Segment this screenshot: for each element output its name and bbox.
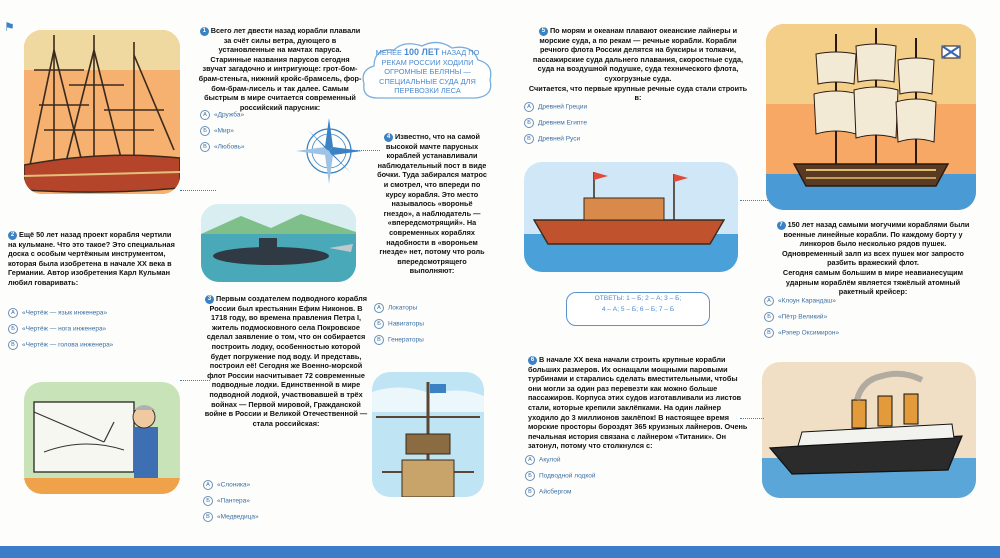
question-5-text: По морям и океанам плавают океанские лайнеры и морские суда, а по рекам — речные корабли. Корабли речного флота России делятся на буксиры и толкачи, пассажирские суда дальнего плавания, скоростные суда, суда на воздушной подушке, суда технического флота, сухогрузные суда. xyxy=(532,26,744,83)
question-4-text: Известно, что на самой высокой мачте парусных кораблей устанавливали наблюдательный пост в виде бочки. Туда забирался матрос и смотрел, что впереди по курсу корабля. Это место называлось «вороньё гнездо», а наблюдатель — «впередсмотрящий». На современных кораблях надобности в «вороньем гнезде» нет, потому что роль впередсмотрящего выполняют: xyxy=(377,132,487,276)
dotted-connector xyxy=(740,200,770,201)
belyana-riverboat-illustration xyxy=(524,162,738,272)
ship-of-the-line-illustration xyxy=(766,24,976,210)
question-2-text: Ещё 50 лет назад проект корабля чертили на кульмане. Что это такое? Это специальная доска с особым чертёжным инструментом, которая была изобретена в начале XX века в Германии. Автор изобретения Карл Кульман любил говаривать: xyxy=(8,230,175,287)
question-7-text: 150 лет назад самыми могучими кораблями были военные линейные корабли. По каждому борту у линкоров было несколько рядов пушек. Одновременный залп из всех пушек мог запросто разбить вражеский флот. xyxy=(781,220,970,268)
question-2-number: 2 xyxy=(8,231,17,240)
page-flag-icon: ⚑ xyxy=(4,20,15,34)
q6-option-c[interactable]: В Айсбергом xyxy=(525,487,571,498)
question-6-text: В начале XX века начали строить крупные корабли больших размеров. Их оснащали мощными паровыми турбинами и старались сделать вместительными, чтобы они могли за один раз перевезти как можно больше пассажиров. Корпуса этих судов изготавливали из листов стали, которые крепили заклёпками. На один лайнер уходило до 3 миллионов заклёпок! В настоящее время морские просторы бороздят 365 круизных лайнеров. Очень печальная история связана с лайнером «Титаник». Он затонул, потому что столкнулся с: xyxy=(528,355,748,451)
q3-option-a[interactable]: А «Слоника» xyxy=(203,480,250,491)
note-text: МЕНЕЕ 100 ЛЕТ НАЗАД ПО РЕКАМ РОССИИ ХОДИЛИ ОГРОМНЫЕ БЕЛЯНЫ — СПЕЦИАЛЬНЫЕ СУДА ДЛЯ ПЕРЕВОЗКИ ЛЕСА xyxy=(375,47,480,95)
q6-option-b[interactable]: Б Подводной лодкой xyxy=(525,471,596,482)
question-5 xyxy=(525,26,751,103)
q5-option-a[interactable]: А Древней Греции xyxy=(524,102,587,113)
question-7 xyxy=(770,220,976,297)
q5-option-b[interactable]: Б Древнем Египте xyxy=(524,118,587,129)
dotted-connector xyxy=(740,418,764,419)
question-7-text2: Сегодня самым большим в мире неавианесущим ударным кораблём является тяжёлый атомный ракетный крейсер: xyxy=(782,267,964,297)
q2-option-c[interactable]: В «Чертёж — голова инженера» xyxy=(8,340,113,351)
answers-box xyxy=(566,292,710,326)
q3-option-c[interactable]: В «Медведица» xyxy=(203,512,259,523)
question-2 xyxy=(8,230,180,288)
question-5-number: 5 xyxy=(539,27,548,36)
compass-rose-icon xyxy=(294,116,364,186)
q1-option-c[interactable]: В «Любовь» xyxy=(200,142,245,153)
question-6 xyxy=(528,355,752,451)
q2-option-b[interactable]: Б «Чертёж — нога инженера» xyxy=(8,324,106,335)
question-6-number: 6 xyxy=(528,356,537,365)
q2-option-a[interactable]: А «Чертёж — язык инженера» xyxy=(8,308,107,319)
q3-option-b[interactable]: Б «Пантера» xyxy=(203,496,250,507)
drafting-board-illustration xyxy=(24,382,180,494)
q4-option-a[interactable]: А Локаторы xyxy=(374,303,417,314)
dotted-connector xyxy=(356,150,380,151)
dotted-connector xyxy=(180,190,216,191)
q5-option-c[interactable]: В Древней Руси xyxy=(524,134,580,145)
question-4-number: 4 xyxy=(384,133,393,142)
titanic-liner-illustration xyxy=(762,362,976,498)
q7-option-c[interactable]: В «Рэпер Оксимирон» xyxy=(764,328,839,339)
q1-option-b[interactable]: Б «Мир» xyxy=(200,126,234,137)
q4-option-b[interactable]: Б Навигаторы xyxy=(374,319,424,330)
question-3-number: 3 xyxy=(205,295,214,304)
q7-option-b[interactable]: Б «Пётр Великий» xyxy=(764,312,827,323)
sailing-ship-illustration xyxy=(24,30,180,194)
bottom-band xyxy=(0,546,1000,558)
question-3-text: Первым создателем подводного корабля России был крестьянин Ефим Никонов. В 1718 году, во времена правления Петра I, житель подмосковного села Покровское сделал заявление о том, что он собирается построить лодку, особенностью которой будет погружение под воду. И представь, построил её! Сегодня же Военно-морской флот России насчитывает 72 современные подводные лодки. Единственной в мире подводной лодкой, участвовавшей в трёх войнах — Первой мировой, Гражданской войне в России и Великой Отечественной — стала российская: xyxy=(204,294,368,428)
q7-option-a[interactable]: А «Клоун Карандаш» xyxy=(764,296,836,307)
q1-option-a[interactable]: А «Дружба» xyxy=(200,110,244,121)
submarine-illustration xyxy=(201,204,356,282)
question-5-text2: Считается, что первые крупные речные суда стали строить в: xyxy=(528,83,748,103)
crows-nest-mast-illustration xyxy=(372,372,484,497)
question-3 xyxy=(202,294,370,428)
q6-option-a[interactable]: А Акулой xyxy=(525,455,560,466)
question-1 xyxy=(198,26,362,112)
dotted-connector xyxy=(180,380,210,381)
question-4 xyxy=(376,132,488,276)
question-1-text: Всего лет двести назад корабли плавали за счёт силы ветра, дующего в установленные на мачтах паруса. Старинные названия парусов сегодня звучат загадочно и интригующе: грот-бом-брам-стеньга, нижний кройс-брамсель, фор-бом-брам-лисель и так далее. Самым быстрым в мире считается современный российский парусник: xyxy=(198,26,362,112)
answers-line-2: 4 – А; 5 – Б; 6 – Б; 7 – Б xyxy=(601,306,675,313)
question-1-number: 1 xyxy=(200,27,209,36)
question-7-number: 7 xyxy=(777,221,786,230)
answers-line-1: ОТВЕТЫ: 1 – Б; 2 – А; 3 – Б; xyxy=(594,295,682,302)
q4-option-c[interactable]: В Генераторы xyxy=(374,335,424,346)
